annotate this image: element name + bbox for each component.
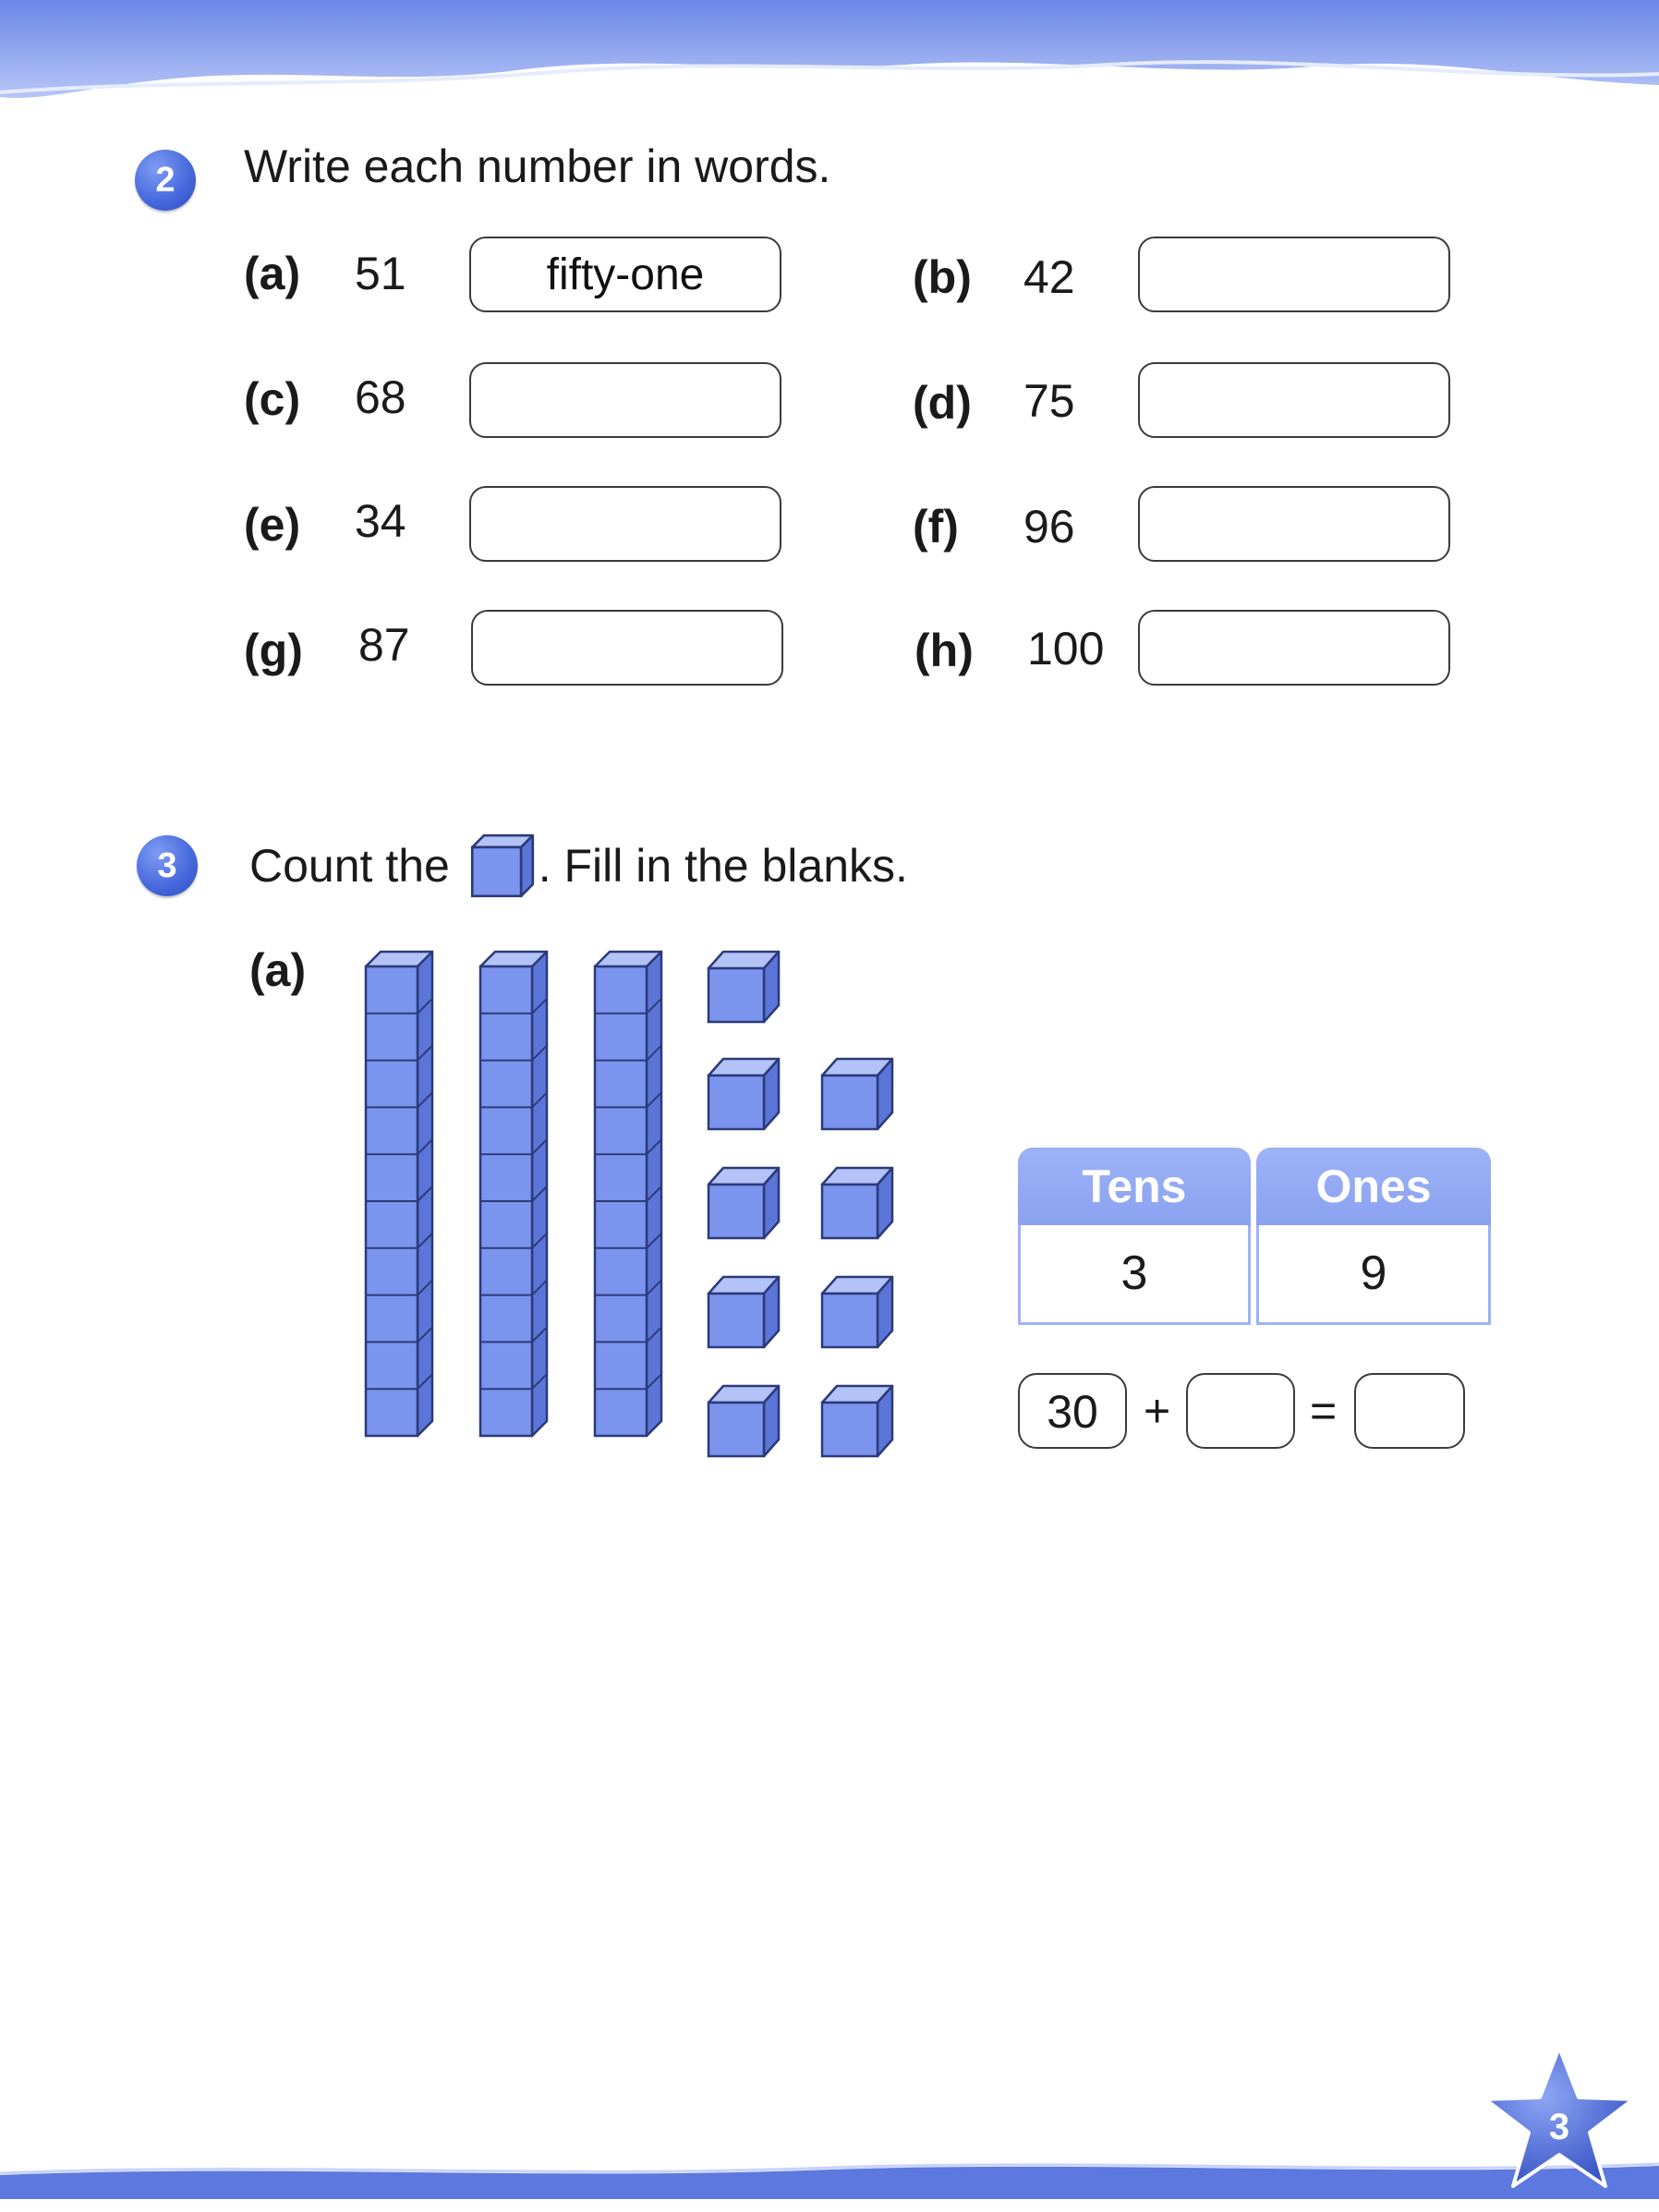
tens-rod bbox=[480, 952, 547, 1436]
item-number: 75 bbox=[1023, 375, 1075, 427]
page-number: 3 bbox=[1548, 2107, 1570, 2147]
bottom-banner bbox=[0, 2153, 1659, 2199]
answer-box-d[interactable] bbox=[1138, 362, 1450, 438]
item-number: 34 bbox=[355, 495, 406, 547]
addend-box-1[interactable]: 30 bbox=[1018, 1373, 1127, 1449]
page-number-star bbox=[1474, 2042, 1641, 2199]
top-banner bbox=[0, 0, 1659, 120]
part-label: (a) bbox=[249, 944, 307, 996]
item-label: (a) bbox=[244, 248, 301, 299]
ones-cube bbox=[708, 1059, 779, 1129]
item-number: 42 bbox=[1023, 251, 1075, 303]
answer-box-f[interactable] bbox=[1138, 486, 1450, 562]
question-3-badge: 3 bbox=[137, 835, 198, 896]
item-label: (c) bbox=[244, 373, 301, 425]
tens-rod bbox=[366, 952, 432, 1436]
item-label: (g) bbox=[244, 625, 303, 676]
item-label: (d) bbox=[913, 377, 972, 429]
tens-value[interactable]: 3 bbox=[1018, 1225, 1251, 1325]
item-label: (f) bbox=[913, 501, 959, 553]
item-number: 96 bbox=[1023, 501, 1075, 553]
equals-sign: = bbox=[1310, 1385, 1338, 1437]
base-ten-blocks bbox=[360, 942, 924, 1460]
question-2-instruction: Write each number in words. bbox=[244, 140, 831, 192]
result-box[interactable] bbox=[1354, 1373, 1465, 1449]
answer-box-e[interactable] bbox=[469, 486, 781, 562]
ones-cube bbox=[708, 1168, 779, 1238]
answer-box-g[interactable] bbox=[471, 610, 783, 686]
plus-sign: + bbox=[1144, 1385, 1171, 1437]
place-value-chart bbox=[1018, 1148, 1491, 1325]
ones-header: Ones bbox=[1256, 1148, 1491, 1225]
ones-cube bbox=[822, 1168, 892, 1238]
ones-cube bbox=[822, 1386, 892, 1456]
tens-rod bbox=[595, 952, 661, 1436]
unit-cube-icon bbox=[468, 832, 537, 900]
addend-box-2[interactable] bbox=[1186, 1373, 1295, 1449]
ones-cube bbox=[708, 1277, 779, 1347]
item-label: (b) bbox=[913, 251, 972, 303]
item-number: 87 bbox=[358, 619, 410, 671]
item-number: 100 bbox=[1027, 623, 1105, 675]
instruction-text: Count the bbox=[249, 840, 450, 892]
ones-cube bbox=[708, 1386, 779, 1456]
item-label: (e) bbox=[244, 499, 301, 551]
instruction-text: . Fill in the blanks. bbox=[538, 840, 908, 892]
ones-value[interactable]: 9 bbox=[1256, 1225, 1491, 1325]
item-label: (h) bbox=[914, 625, 974, 676]
question-2-badge: 2 bbox=[135, 150, 196, 211]
answer-box-c[interactable] bbox=[469, 362, 781, 438]
tens-header: Tens bbox=[1018, 1148, 1251, 1225]
answer-box-a[interactable]: fifty-one bbox=[469, 237, 781, 312]
ones-cube bbox=[822, 1277, 892, 1347]
item-number: 51 bbox=[355, 248, 406, 299]
ones-cube bbox=[708, 952, 779, 1022]
answer-box-h[interactable] bbox=[1138, 610, 1450, 686]
item-number: 68 bbox=[355, 371, 406, 423]
ones-cube bbox=[822, 1059, 892, 1129]
answer-box-b[interactable] bbox=[1138, 237, 1450, 312]
question-3-instruction bbox=[249, 832, 908, 900]
